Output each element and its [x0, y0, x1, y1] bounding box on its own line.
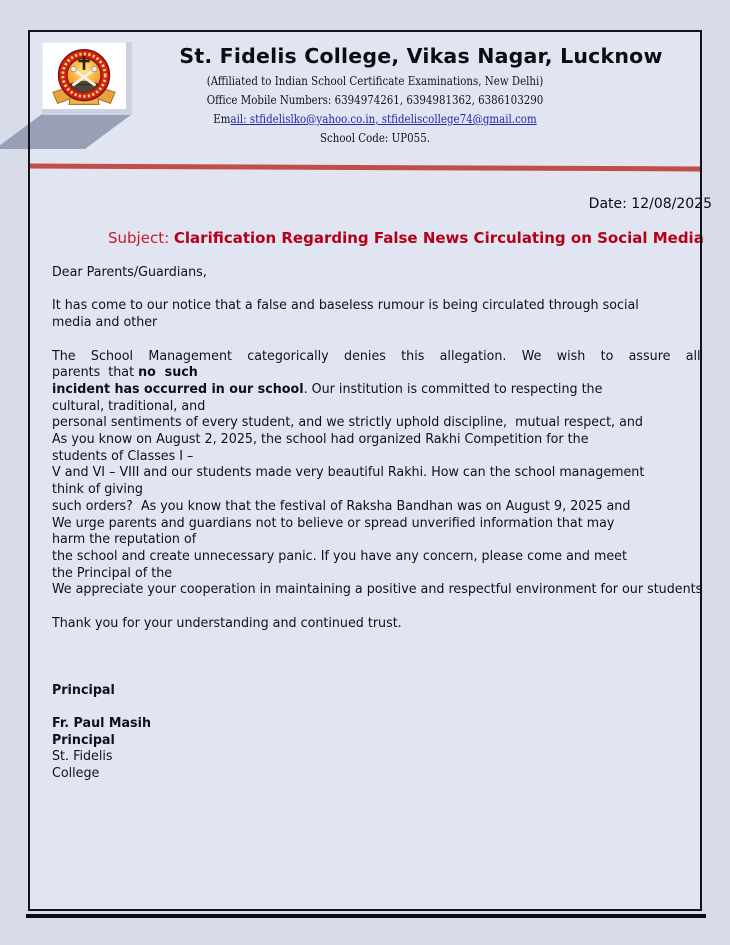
letter-line: V and VI – VIII and our students made very beautiful Rakhi. How can the school management — [52, 464, 645, 481]
letter-line: cultural, traditional, and — [52, 397, 206, 414]
letter-line: It has come to our notice that a false and baseless rumour is being circulated through social — [52, 297, 639, 314]
letter-line: personal sentiments of every student, and we strictly uphold discipline, mutual respect, and — [52, 414, 643, 431]
letter-line — [52, 598, 730, 615]
letter-page — [28, 30, 712, 911]
letter-line: As you know on August 2, 2025, the school had organized Rakhi Competition for the — [52, 431, 589, 448]
letter-line: parents that no such — [52, 364, 198, 381]
date-line: Date: 12/08/2025 — [588, 196, 712, 212]
letter-line: media and other — [52, 314, 158, 331]
email-link[interactable]: ail: stfidelislko@yahoo.co.in, stfideliscollege74@gmail.com — [230, 111, 537, 126]
subject-text: Clarification Regarding False News Circulating on Social Media — [173, 229, 704, 247]
email-label: Em — [213, 111, 231, 126]
letter-line — [52, 648, 730, 665]
letter-body — [52, 264, 730, 782]
letter-line: think of giving — [52, 481, 143, 498]
letter-line: We appreciate your cooperation in maintaining a positive and respectful environment for our students — [52, 581, 703, 598]
letter-line: harm the reputation of — [52, 531, 197, 548]
subject-line — [108, 229, 704, 247]
letter-line — [52, 698, 730, 715]
signature-heading: Principal — [52, 681, 115, 698]
signatory-name: Fr. Paul Masih — [52, 714, 152, 731]
school-crest-icon — [46, 45, 122, 111]
office-numbers-line: Office Mobile Numbers: 6394974261, 6394981362, 6386103290 — [206, 92, 544, 107]
header-divider-rule — [29, 164, 700, 172]
letterhead-details — [182, 71, 567, 147]
salutation: Dear Parents/Guardians, — [52, 264, 207, 280]
letter-line — [52, 281, 730, 298]
letter-line — [52, 331, 730, 348]
school-code-line: School Code: UP055. — [320, 130, 430, 145]
letter-line: incident has occurred in our school. Our institution is committed to respecting the — [52, 380, 603, 397]
letter-line — [52, 665, 730, 682]
letter-line: The School Management categorically denies this allegation. We wish to assure all — [52, 347, 701, 364]
school-name: St. Fidelis College, Vikas Nagar, Lucknow — [179, 44, 663, 68]
signatory-school-line2: College — [52, 765, 100, 782]
closing-line: Thank you for your understanding and continued trust. — [52, 614, 402, 631]
email-line — [182, 109, 567, 128]
affiliation-line: (Affiliated to Indian School Certificate Examinations, New Delhi) — [206, 73, 544, 88]
school-logo — [42, 42, 132, 115]
letter-line: such orders? As you know that the festival of Raksha Bandhan was on August 9, 2025 and — [52, 497, 631, 514]
letter-line — [52, 631, 730, 648]
letter-line: We urge parents and guardians not to believe or spread unverified information that may — [52, 514, 615, 531]
letter-line: students of Classes I – — [52, 447, 194, 464]
subject-label: Subject: — [108, 229, 174, 247]
letter-line: the school and create unnecessary panic. If you have any concern, please come and meet — [52, 547, 627, 564]
signatory-school-line1: St. Fidelis — [52, 748, 113, 765]
letter-line: the Principal of the — [52, 564, 173, 581]
signatory-designation: Principal — [52, 731, 115, 748]
page-bottom-shadow-line — [26, 914, 706, 918]
